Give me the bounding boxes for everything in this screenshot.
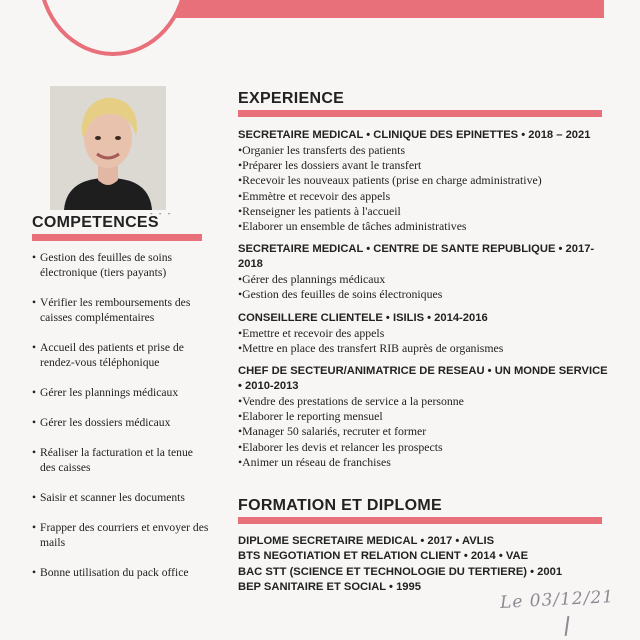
job-task: •Gérer des plannings médicaux: [238, 272, 386, 287]
competences-list: [32, 250, 210, 595]
job-task: •Elaborer un ensemble de tâches administratives: [238, 219, 467, 234]
job-task: •Préparer les dossiers avant le transfert: [238, 158, 422, 173]
competence-text: Gérer les plannings médicaux: [40, 386, 179, 399]
experience-entry: [238, 242, 608, 302]
formation-rule: [238, 517, 602, 524]
job-task: •Manager 50 salariés, recruter et former: [238, 424, 427, 439]
profile-photo: [50, 86, 166, 210]
competences-title: COMPETENCES: [32, 214, 159, 231]
bullet-icon: •: [32, 416, 37, 429]
job-title: CONSEILLERE CLIENTELE • ISILIS • 2014-2016: [238, 311, 488, 324]
experience-entry: [238, 128, 608, 234]
bullet-icon: •: [32, 566, 37, 579]
competence-text: Vérifier les remboursements des caisses complémentaires: [40, 296, 191, 324]
job-task: •Elaborer les devis et relancer les prospects: [238, 439, 443, 454]
competence-item: [32, 565, 210, 580]
diploma-line: BEP SANITAIRE ET SOCIAL • 1995: [238, 581, 421, 594]
bullet-icon: •: [32, 341, 37, 354]
competence-item: [32, 250, 210, 280]
experience-entry: [238, 364, 608, 470]
photo-caption-dots: - - -: [150, 209, 173, 218]
job-task: •Animer un réseau de franchises: [238, 454, 391, 469]
competences-rule: [32, 234, 202, 241]
competence-item: [32, 520, 210, 550]
experience-rule: [238, 110, 602, 117]
bullet-icon: •: [32, 296, 37, 309]
job-title: SECRETAIRE MEDICAL • CENTRE DE SANTE REPUBLIQUE • 2017-2018: [238, 243, 595, 271]
competence-text: Gérer les dossiers médicaux: [40, 416, 171, 429]
bullet-icon: •: [32, 491, 37, 504]
competence-text: Bonne utilisation du pack office: [40, 566, 189, 579]
job-task: •Vendre des prestations de service a la personne: [238, 394, 464, 409]
job-task: •Mettre en place des transfert RIB auprès de organismes: [238, 340, 504, 355]
job-task: •Emmètre et recevoir des appels: [238, 188, 391, 203]
competence-item: [32, 295, 210, 325]
competence-text: Accueil des patients et prise de rendez-vous téléphonique: [40, 341, 184, 369]
competence-text: Frapper des courriers et envoyer des mails: [40, 521, 209, 549]
job-task: •Recevoir les nouveaux patients (prise en charge administrative): [238, 173, 542, 188]
bullet-icon: •: [32, 251, 37, 264]
job-task: •Organier les transferts des patients: [238, 143, 406, 157]
job-task: •Emettre et recevoir des appels: [238, 325, 385, 340]
job-title: SECRETAIRE MEDICAL • CLINIQUE DES EPINETTES • 2018 – 2021: [238, 129, 591, 141]
competence-item: [32, 490, 210, 505]
diploma-line: DIPLOME SECRETAIRE MEDICAL • 2017 • AVLIS: [238, 535, 495, 547]
header-circle-decoration: [38, 0, 188, 56]
job-title: CHEF DE SECTEUR/ANIMATRICE DE RESEAU • UN MONDE SERVICE • 2010-2013: [238, 365, 608, 393]
diploma-line: BTS NEGOTIATION ET RELATION CLIENT • 2014 • VAE: [238, 550, 529, 563]
competence-item: [32, 340, 210, 370]
job-task: •Elaborer le reporting mensuel: [238, 409, 383, 424]
bullet-icon: •: [32, 386, 37, 399]
experience-entry: [238, 311, 608, 356]
competence-item: [32, 385, 210, 400]
handwritten-mark: [565, 616, 570, 636]
formation-list: [238, 534, 608, 596]
top-accent-banner: [168, 0, 604, 18]
job-task: •Renseigner les patients à l'accueil: [238, 203, 401, 218]
competence-text: Réaliser la facturation et la tenue des caisses: [40, 446, 193, 474]
bullet-icon: •: [32, 446, 37, 459]
competence-item: [32, 445, 210, 475]
competence-text: Gestion des feuilles de soins électronique (tiers payants): [40, 251, 173, 279]
diploma-line: BAC STT (SCIENCE ET TECHNOLOGIE DU TERTIERE) • 2001: [238, 565, 563, 578]
competence-text: Saisir et scanner les documents: [40, 491, 185, 504]
bullet-icon: •: [32, 521, 37, 534]
experience-title: EXPERIENCE: [238, 90, 345, 107]
handwritten-date: Le 03/12/21: [499, 587, 615, 613]
competence-item: [32, 415, 210, 430]
formation-title: FORMATION ET DIPLOME: [238, 497, 442, 514]
job-task: •Gestion des feuilles de soins électroniques: [238, 287, 443, 302]
experience-list: [238, 128, 608, 470]
